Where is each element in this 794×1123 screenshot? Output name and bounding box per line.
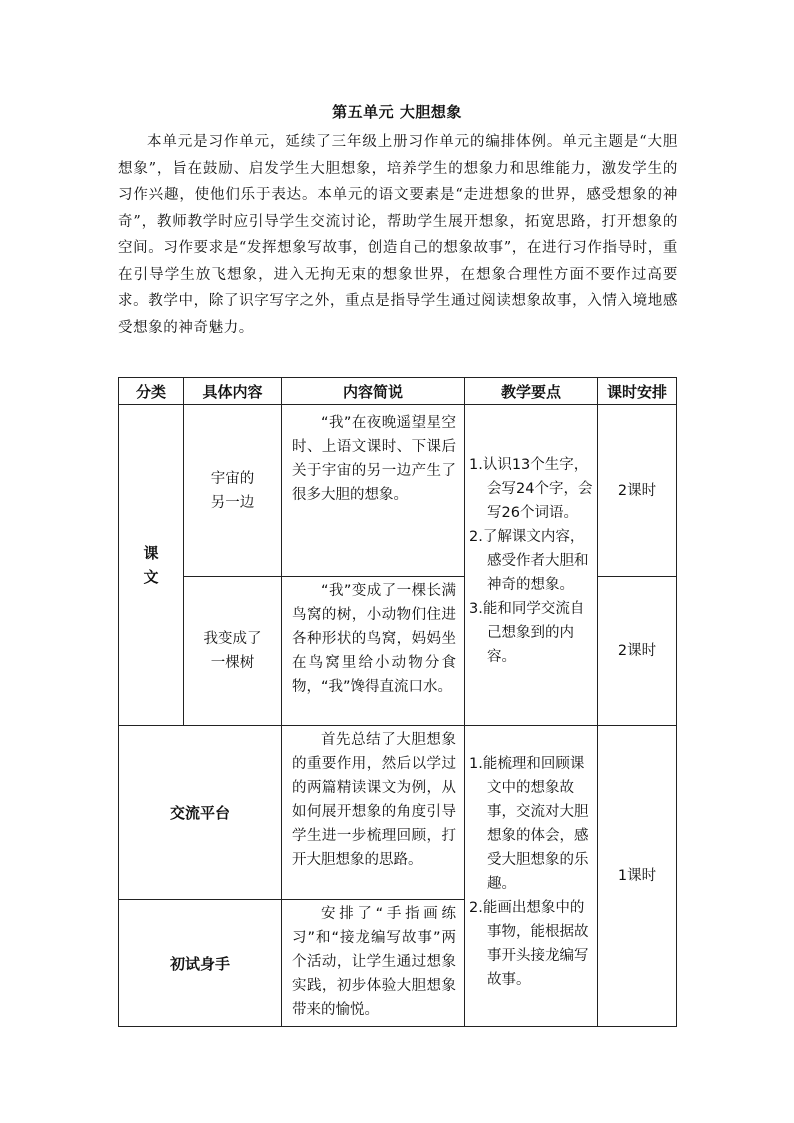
teaching-point: 2.能画出想象中的事物，能根据故事开头接龙编写故事。 (469, 900, 589, 988)
unit-introduction: 本单元是习作单元，延续了三年级上册习作单元的编排体例。单元主题是“大胆想象”，旨在鼓励、启发学生大胆想象，培养学生的想象力和思维能力，激发学生的习作兴趣，使他们乐于表达。本单元的语文要素是“走进想象的世界，感受想象的神奇”，教师教学时应引导学生交流讨论，帮助学生展开想象，拓宽思路，打开想象的空间。习作要求是“发挥想象写故事，创造自己的想象故事”，在进行习作指导时，重在引导学生放飞想象，进入无拘无束的想象世界，在想象合理性方面不要作过高要求。教学中，除了识字写字之外，重点是指导学生通过阅读想象故事，入情入境地感受想象的神奇魅力。 (118, 134, 678, 336)
teaching-point: 1.认识13个生字，会写24个字，会写26个词语。 (469, 457, 593, 521)
class-hours: 2课时 (598, 405, 677, 577)
lesson-plan-table (118, 377, 677, 1027)
teaching-point: 1.能梳理和回顾课文中的想象故事，交流对大胆想象的体会，感受大胆想象的乐趣。 (469, 756, 589, 892)
lesson-summary: “我”变成了一棵长满鸟窝的树，小动物们住进各种形状的鸟窝，妈妈坐在鸟窝里给小动物分食物，“我”馋得直流口水。 (282, 577, 465, 726)
category-chushi: 初试身手 (119, 900, 282, 1027)
lesson-summary: “我”在夜晚遥望星空时、上语文课时、下课后关于宇宙的另一边产生了很多大胆的想象。 (282, 405, 465, 577)
section-summary: 首先总结了大胆想象的重要作用，然后以学过的两篇精读课文为例，从如何展开想象的角度引导学生进一步梳理回顾，打开大胆想象的思路。 (282, 726, 465, 900)
table-header-row (119, 378, 677, 405)
page-title: 第五单元 大胆想象 (332, 103, 462, 121)
lesson-title: 我变成了一棵树 (184, 577, 282, 726)
section-summary: 安排了“手指画练习”和“接龙编写故事”两个活动，让学生通过想象实践，初步体验大胆想象带来的愉悦。 (282, 900, 465, 1027)
teaching-point: 3.能和同学交流自己想象到的内容。 (469, 601, 585, 665)
header-category: 分类 (119, 378, 184, 405)
header-summary: 内容简说 (282, 378, 465, 405)
header-content: 具体内容 (184, 378, 282, 405)
header-teaching-points: 教学要点 (465, 378, 598, 405)
table-row (119, 726, 677, 900)
lesson-title: 宇宙的另一边 (184, 405, 282, 577)
header-class-hours: 课时安排 (598, 378, 677, 405)
category-kewen: 课文 (119, 405, 184, 726)
kewen-teaching-points (465, 405, 598, 726)
table-row (119, 405, 677, 577)
teaching-point: 2.了解课文内容，感受作者大胆和神奇的想象。 (469, 529, 589, 593)
shared-teaching-points (465, 726, 598, 1027)
class-hours: 2课时 (598, 577, 677, 726)
category-jiaoliu: 交流平台 (119, 726, 282, 900)
class-hours: 1课时 (598, 726, 677, 1027)
